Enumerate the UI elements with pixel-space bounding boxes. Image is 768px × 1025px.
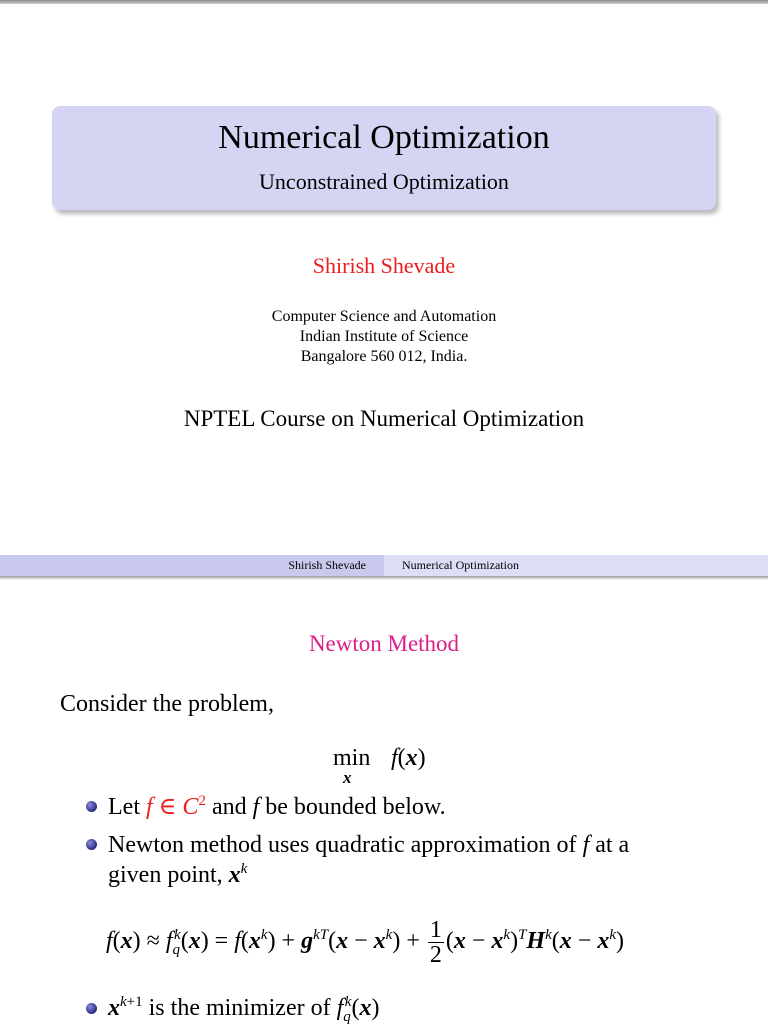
min-operator: min xyxy=(333,745,371,771)
footer-author: Shirish Shevade xyxy=(0,555,384,576)
bullet-icon xyxy=(86,801,97,812)
bullet-icon xyxy=(86,1003,97,1014)
presentation-subtitle: Unconstrained Optimization xyxy=(259,169,509,194)
footer-shadow xyxy=(0,576,768,580)
institute-line-2: Indian Institute of Science xyxy=(299,328,469,345)
institute-line-3: Bangalore 560 012, India. xyxy=(300,348,468,365)
min-variable: x xyxy=(343,768,352,787)
intro-text: Consider the problem, xyxy=(60,691,274,717)
institute-line-1: Computer Science and Automation xyxy=(271,308,497,325)
footer-title: Numerical Optimization xyxy=(384,555,768,576)
minimization-equation xyxy=(333,744,426,787)
top-rule xyxy=(0,0,768,4)
objective-function: f(x) xyxy=(391,745,426,771)
presentation-title: Numerical Optimization xyxy=(218,119,550,156)
bullet-item-2: Newton method uses quadratic approximation of f at a xyxy=(108,832,630,858)
bullet-item-2-cont: given point, $x^k$ xyxy=(108,861,248,888)
bullet-item-3: $x^{k+1}$ is the minimizer of $f_q^k(x)$ xyxy=(108,994,380,1025)
frame-title: Newton Method xyxy=(308,631,460,656)
quadratic-approximation-equation: $f(x) \approx f_q^k(x) = f(x^k) + g^{kT}(x - x^k)$ + $\frac{1}{2}$ $(x - x^k)^TH^k(x - x^k)$ xyxy=(106,917,624,968)
author-name: Shirish Shevade xyxy=(312,253,456,278)
bullet-item-1: Let f ∈ $C^2$ and f be bounded below. xyxy=(108,793,446,820)
fraction-one-half: $\frac{1}{2}$ xyxy=(429,917,442,968)
footer-bar xyxy=(0,555,768,576)
course-name: NPTEL Course on Numerical Optimization xyxy=(183,406,585,431)
bullet-icon xyxy=(86,839,97,850)
